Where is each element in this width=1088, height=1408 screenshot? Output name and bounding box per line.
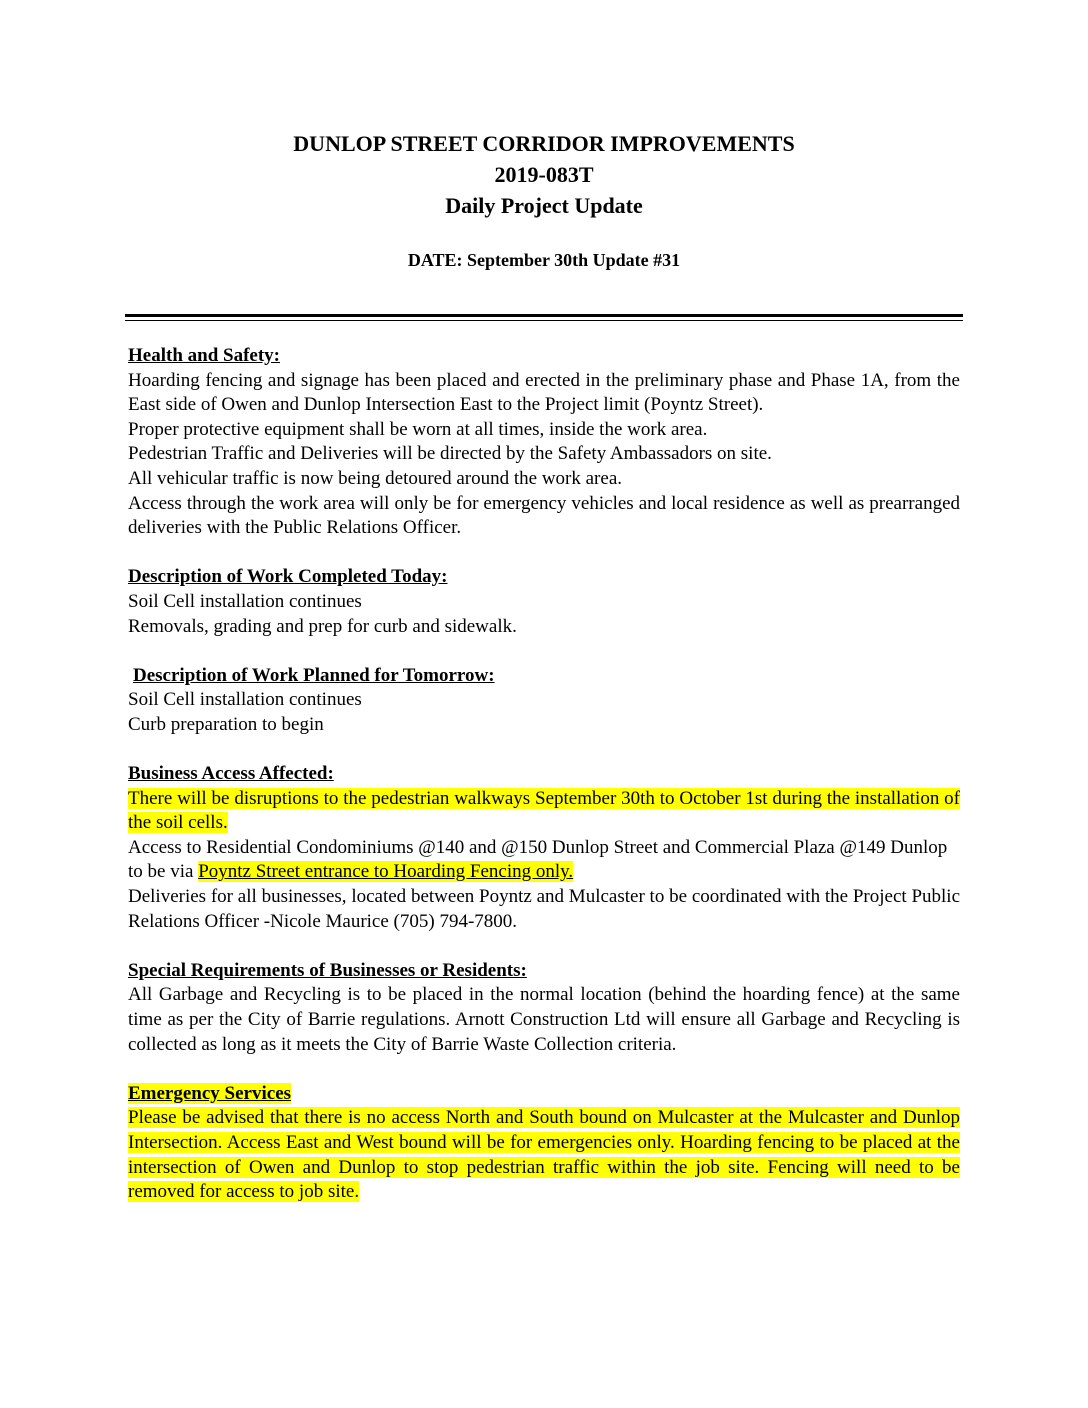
- health-safety-section: [128, 344, 960, 541]
- health-safety-line-4: All vehicular traffic is now being detoured around the work area.: [128, 467, 622, 489]
- health-safety-heading: Health and Safety:: [128, 345, 280, 366]
- business-access-heading: Business Access Affected:: [128, 763, 334, 785]
- work-completed-heading: Description of Work Completed Today:: [128, 566, 448, 588]
- deliveries-para: Deliveries for all businesses, located between Poyntz and Mulcaster to be coordinated with the Project Public Relations Officer -Nicole Maurice (705) 794-7800.: [128, 886, 960, 932]
- emergency-services-heading: Emergency Services: [128, 1082, 292, 1104]
- health-safety-para-1: Hoarding fencing and signage has been placed and erected in the preliminary phase and Phase 1A, from the East side of Owen and Dunlop Intersection East to the Project limit (Poyntz Street).: [128, 369, 960, 416]
- work-completed-item: Removals, grading and prep for curb and sidewalk.: [128, 615, 517, 637]
- special-requirements-text: All Garbage and Recycling is to be placed in the normal location (behind the hoarding fence) at the same time as per the City of Barrie regulations. Arnott Construction Ltd will ensure all Garbage and Recycling is collected as long as it meets the City of Barrie Waste Collection criteria.: [128, 984, 960, 1055]
- special-requirements-heading: Special Requirements of Businesses or Residents:: [128, 959, 527, 981]
- special-requirements-section: [128, 959, 960, 1057]
- date-line: DATE: September 30th Update #31: [407, 250, 681, 270]
- document-subtitle: Daily Project Update: [445, 193, 643, 218]
- business-access-section: [128, 762, 960, 934]
- work-completed-section: [128, 565, 960, 639]
- work-planned-section: [128, 664, 960, 738]
- business-access-para: [128, 836, 960, 885]
- business-access-text: Access to Residential Condominiums @140 and @150 Dunlop Street and Commercial Plaza @149 Dunlop to be via: [128, 836, 948, 883]
- header-divider-thick: [125, 314, 963, 317]
- emergency-services-section: [128, 1082, 960, 1205]
- work-planned-heading: Description of Work Planned for Tomorrow:: [133, 664, 495, 686]
- health-safety-line-2: Proper protective equipment shall be worn at all times, inside the work area.: [128, 418, 708, 440]
- document-header: [0, 128, 1088, 272]
- emergency-services-text: Please be advised that there is no access North and South bound on Mulcaster at the Mulcaster and Dunlop Intersection. Access East and West bound will be for emergencies only. Hoarding fencing to be placed at the intersection of Owen and Dunlop to stop pedestrian traffic within the job site. Fencing will need to be removed for access to job site.: [128, 1107, 960, 1203]
- header-divider-thin: [125, 320, 963, 321]
- emergency-services-para: [128, 1106, 960, 1204]
- poyntz-entrance-link[interactable]: Poyntz Street entrance to Hoarding Fencing only.: [198, 861, 574, 883]
- work-completed-item: Soil Cell installation continues: [128, 590, 362, 612]
- highlighted-disruption-text: There will be disruptions to the pedestrian walkways September 30th to October 1st during the installation of the soil cells.: [128, 787, 960, 834]
- health-safety-line-3: Pedestrian Traffic and Deliveries will be directed by the Safety Ambassadors on site.: [128, 443, 772, 465]
- business-access-disruption-para: [128, 787, 960, 836]
- work-planned-item: Curb preparation to begin: [128, 713, 324, 735]
- document-title: DUNLOP STREET CORRIDOR IMPROVEMENTS: [293, 131, 795, 156]
- health-safety-para-5: Access through the work area will only be for emergency vehicles and local residence as well as prearranged deliveries with the Public Relations Officer.: [128, 492, 960, 539]
- project-number: 2019-083T: [494, 162, 594, 187]
- document-body: [128, 344, 960, 1229]
- work-planned-item: Soil Cell installation continues: [128, 689, 362, 711]
